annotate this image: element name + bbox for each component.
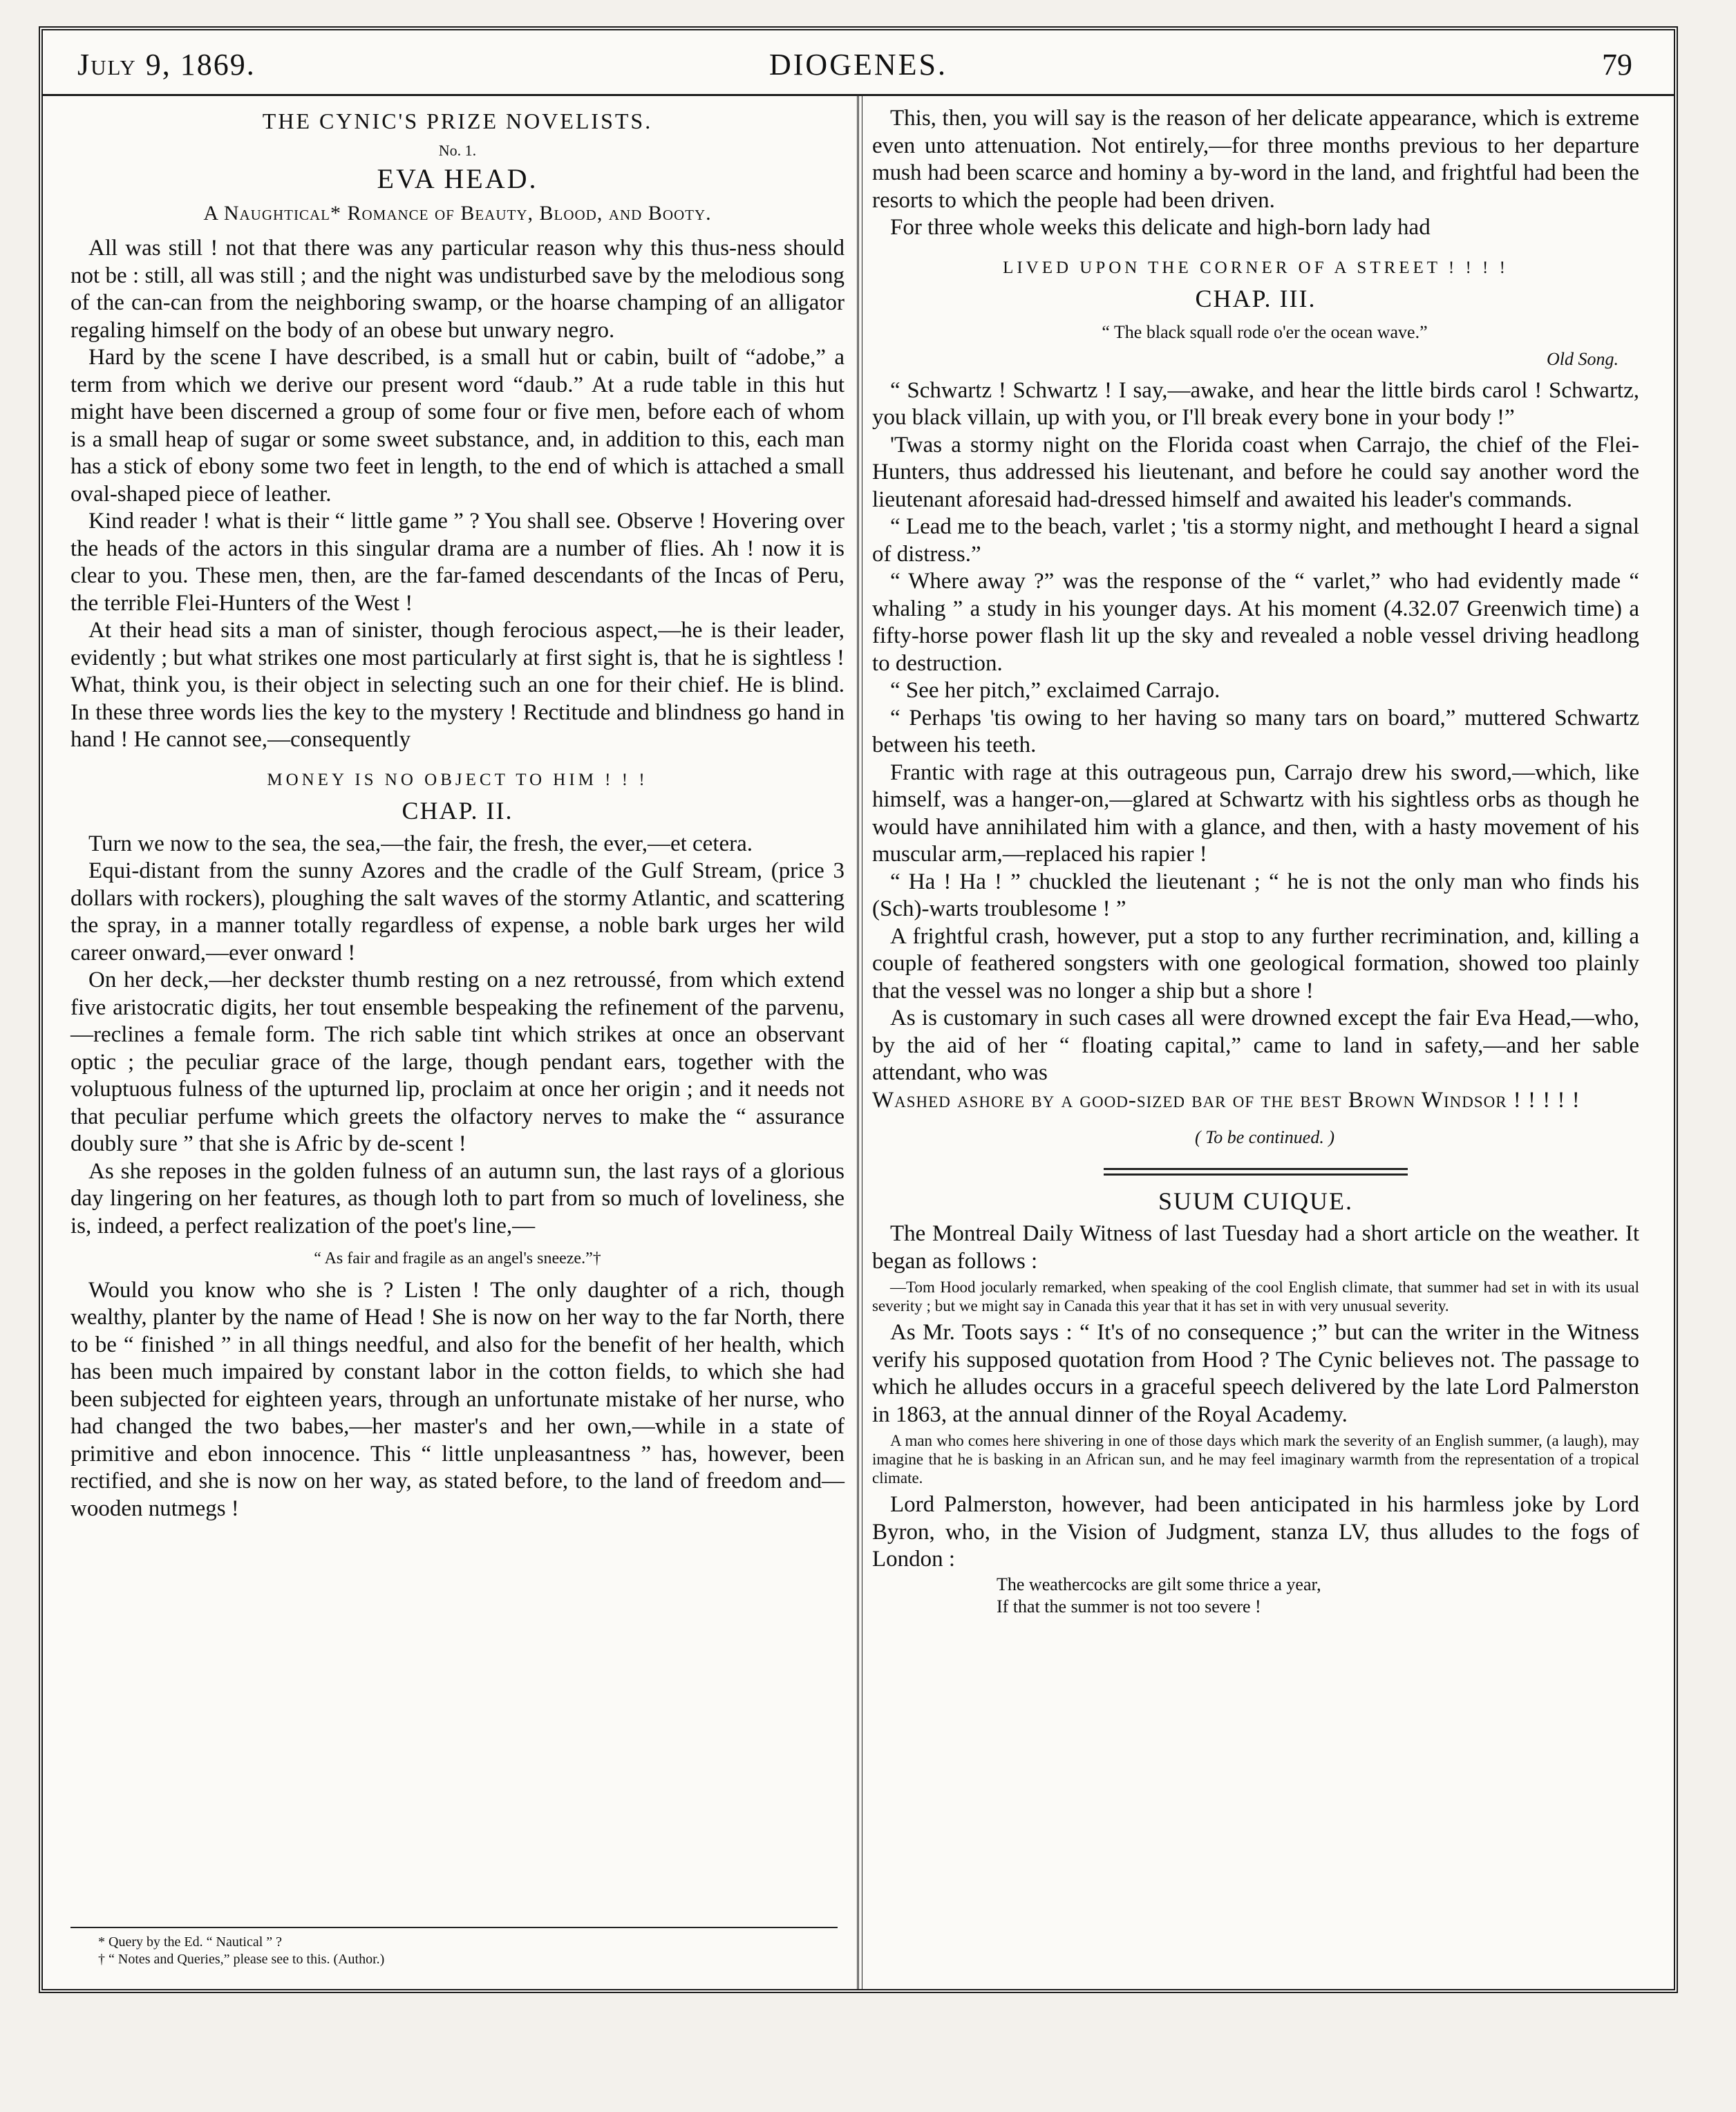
- paragraph: Kind reader ! what is their “ little game ” ? You shall see. Observe ! Hovering over the heads of the actors in this singular drama are a number of flies. Ah ! now it is clear to you. These men, then, are the far-famed descendants of the Incas of Peru, the terrible Flei-Hunters of the West !: [70, 509, 845, 616]
- paragraph: “ See her pitch,” exclaimed Carrajo.: [890, 678, 1220, 703]
- paragraph: “ Schwartz ! Schwartz ! I say,—awake, and hear the little birds carol ! Schwartz, you black villain, up with you, or I'll break every bone in your body !”: [872, 377, 1639, 430]
- paragraph: 'Twas a stormy night on the Florida coast when Carrajo, the chief of the Flei-Hunters, thus addressed his lieutenant, and before he could say another word the lieutenant aforesaid had-dressed himself and awaited his leader's commands.: [872, 432, 1639, 512]
- chapter-heading: CHAP. III.: [1195, 285, 1317, 312]
- series-number: No. 1.: [438, 141, 477, 159]
- paragraph: This, then, you will say is the reason of her delicate appearance, which is extreme even unto attenuation. Not entirely,—for three months previous to her departure mush had been scarce and hominy a by-word in the land, and frightful had been the resorts to which the people had been driven.: [872, 106, 1639, 213]
- paragraph: Hard by the scene I have described, is a small hut or cabin, built of “adobe,” a term from which we derive our present word “daub.” At a rude table in this hut might have been discerned a group of some four or five men, before each of whom is a small heap of sugar or some sweet substance, and, in addition to this, each man has a stick of ebony some two feet in length, to the end of which is attached a small oval-shaped piece of leather.: [70, 345, 845, 507]
- paragraph: As she reposes in the golden fulness of an autumn sun, the last rays of a glorious day lingering on her features, as though loth to part from so much of loveliness, she is, indeed, a perfect realization of the poet's line,—: [70, 1158, 845, 1238]
- paragraph: As Mr. Toots says : “ It's of no consequence ;” but can the writer in the Witness verify his supposed quotation from Hood ? The Cynic believes not. The passage to which he alludes occurs in a graceful speech delivered by the late Lord Palmerston in 1863, at the annual dinner of the Royal Academy.: [872, 1320, 1639, 1427]
- poem-line: If that the summer is not too severe !: [997, 1596, 1261, 1616]
- paragraph: At their head sits a man of sinister, though ferocious aspect,—he is their leader, evidently ; but what strikes one most particularly at first sight is, that he is sightless ! What, think you, is their object in selecting such an one for their chief. He is blind. In these three words lies the key to the mystery ! Rectitude and blindness go hand in hand ! He cannot see,—consequently: [70, 618, 845, 752]
- poem-line: The weathercocks are gilt some thrice a year,: [997, 1574, 1321, 1594]
- masthead-title: DIOGENES.: [769, 48, 947, 82]
- washed-ashore-line: Washed ashore by a good-sized bar of the best Brown Windsor ! ! ! ! !: [872, 1087, 1581, 1113]
- paragraph: “ Ha ! Ha ! ” chuckled the lieutenant ; “ he is not the only man who finds his (Sch)-warts troublesome ! ”: [872, 869, 1639, 921]
- paragraph: “ Lead me to the beach, varlet ; 'tis a stormy night, and methought I heard a signal of distress.”: [872, 514, 1639, 567]
- epigraph: “ The black squall rode o'er the ocean wave.”: [1102, 321, 1428, 342]
- column-divider: [857, 94, 862, 1989]
- newspaper-page: [39, 26, 1678, 1993]
- article-title: SUUM CUIQUE.: [1158, 1187, 1353, 1215]
- paragraph: As is customary in such cases all were drowned except the fair Eva Head,—who, by the aid of her “ floating capital,” came to land in safety,—and her sable attendant, who was: [872, 1006, 1639, 1085]
- story-title: EVA HEAD.: [377, 163, 538, 194]
- paragraph: All was still ! not that there was any particular reason why this thus-ness should not be : still, all was still ; and the night was undisturbed save by the melodious song of the can-can from the neighboring swamp, or the hoarse champing of an alligator regaling himself on the body of an obese but unwary negro.: [70, 236, 845, 343]
- paragraph: A frightful crash, however, put a stop to any further recrimination, and, killing a couple of feathered songsters with one geological formation, showed too plainly that the vessel was no longer a ship but a shore !: [872, 923, 1639, 1003]
- footnotes: [70, 1927, 838, 1968]
- poet-quote: “ As fair and fragile as an angel's sneeze.”†: [314, 1250, 601, 1267]
- paragraph: Equi-distant from the sunny Azores and the cradle of the Gulf Stream, (price 3 dollars with rockers), ploughing the salt waves of the stormy Atlantic, and scattering the spray, in a manner totally regardless of expense, a noble bark urges her wild career onward,—ever onward !: [70, 858, 845, 965]
- series-heading: THE CYNIC'S PRIZE NOVELISTS.: [262, 109, 653, 133]
- paragraph: Lord Palmerston, however, had been anticipated in his harmless joke by Lord Byron, who, in the Vision of Judgment, stanza LV, thus alludes to the fogs of London :: [872, 1492, 1639, 1572]
- paragraph: “ Where away ?” was the response of the “ varlet,” who had evidently made “ whaling ” a study in his younger days. At his moment (4.32.07 Greenwich time) a fifty-horse power flash lit up the sky and revealed a noble vessel driving headlong to destruction.: [872, 569, 1639, 676]
- shout-line: MONEY IS NO OBJECT TO HIM ! ! !: [267, 770, 648, 789]
- paragraph: Would you know who she is ? Listen ! The only daughter of a rich, though wealthy, planter by the name of Head ! She is now on her way to the far North, there to be “ finished ” in all things needful, and also for the benefit of her health, which has been much impaired by constant labor in the cotton fields, to which she had been subjected for eighteen years, through an unfortunate mistake of her nurse, who had changed the two babes,—her master's and her own,—while in a state of primitive and ebon innocence. This “ little unpleasantness ” has, however, been rectified, and she is now on her way, as stated before, to the land of freedom and—wooden nutmegs !: [70, 1277, 845, 1521]
- left-column: [70, 105, 845, 1968]
- section-rule: [1104, 1168, 1408, 1176]
- footnote: * Query by the Ed. “ Nautical ” ?: [98, 1934, 283, 1950]
- issue-date: July 9, 1869.: [77, 48, 256, 82]
- footnote: † “ Notes and Queries,” please see to this. (Author.): [98, 1952, 385, 1967]
- right-column: [872, 105, 1639, 1968]
- to-be-continued: ( To be continued. ): [1195, 1127, 1334, 1147]
- story-subtitle: A Naughtical* Romance of Beauty, Blood, and Booty.: [203, 201, 712, 225]
- epigraph-source: Old Song.: [1547, 349, 1619, 369]
- paragraph: Frantic with rage at this outrageous pun, Carrajo drew his sword,—which, like himself, was a hanger-on,—glared at Schwartz with his sightless orbs as though he would have annihilated him with a glance, and then, with a hasty movement of his muscular arm,—replaced his rapier !: [872, 760, 1639, 867]
- quoted-passage: —Tom Hood jocularly remarked, when speaking of the cool English climate, that summer had set in with its usual severity ; but we might say in Canada this year that it has set in with very unusual severity.: [872, 1279, 1639, 1314]
- paragraph: “ Perhaps 'tis owing to her having so many tars on board,” muttered Schwartz between his teeth.: [872, 705, 1639, 757]
- page-number: 79: [1602, 48, 1632, 82]
- paragraph: Turn we now to the sea, the sea,—the fair, the fresh, the ever,—et cetera.: [88, 831, 753, 856]
- paragraph: On her deck,—her deckster thumb resting on a nez retroussé, from which extend five aristocratic digits, her tout ensemble bespeaking the refinement of the parvenu,—reclines a female form. The rich sable tint which strikes at once an observant optic ; the peculiar grace of the large, though pendant ears, together with the voluptuous fulness of the upturned lip, proclaim at once her origin ; and it needs not that peculiar perfume which greets the olfactory nerves to make the “ assurance doubly sure ” that she is Afric by de-scent !: [70, 968, 845, 1156]
- paragraph: For three whole weeks this delicate and high-born lady had: [890, 215, 1431, 240]
- quoted-passage: A man who comes here shivering in one of those days which mark the severity of an English summer, (a laugh), may imagine that he is basking in an African sun, and he may feel imaginary warmth from the representation of a tropical climate.: [872, 1432, 1639, 1487]
- paragraph: The Montreal Daily Witness of last Tuesday had a short article on the weather. It began as follows :: [872, 1221, 1639, 1274]
- shout-line: LIVED UPON THE CORNER OF A STREET ! ! ! !: [1003, 258, 1509, 277]
- chapter-heading: CHAP. II.: [402, 797, 513, 824]
- page-header: [43, 30, 1674, 96]
